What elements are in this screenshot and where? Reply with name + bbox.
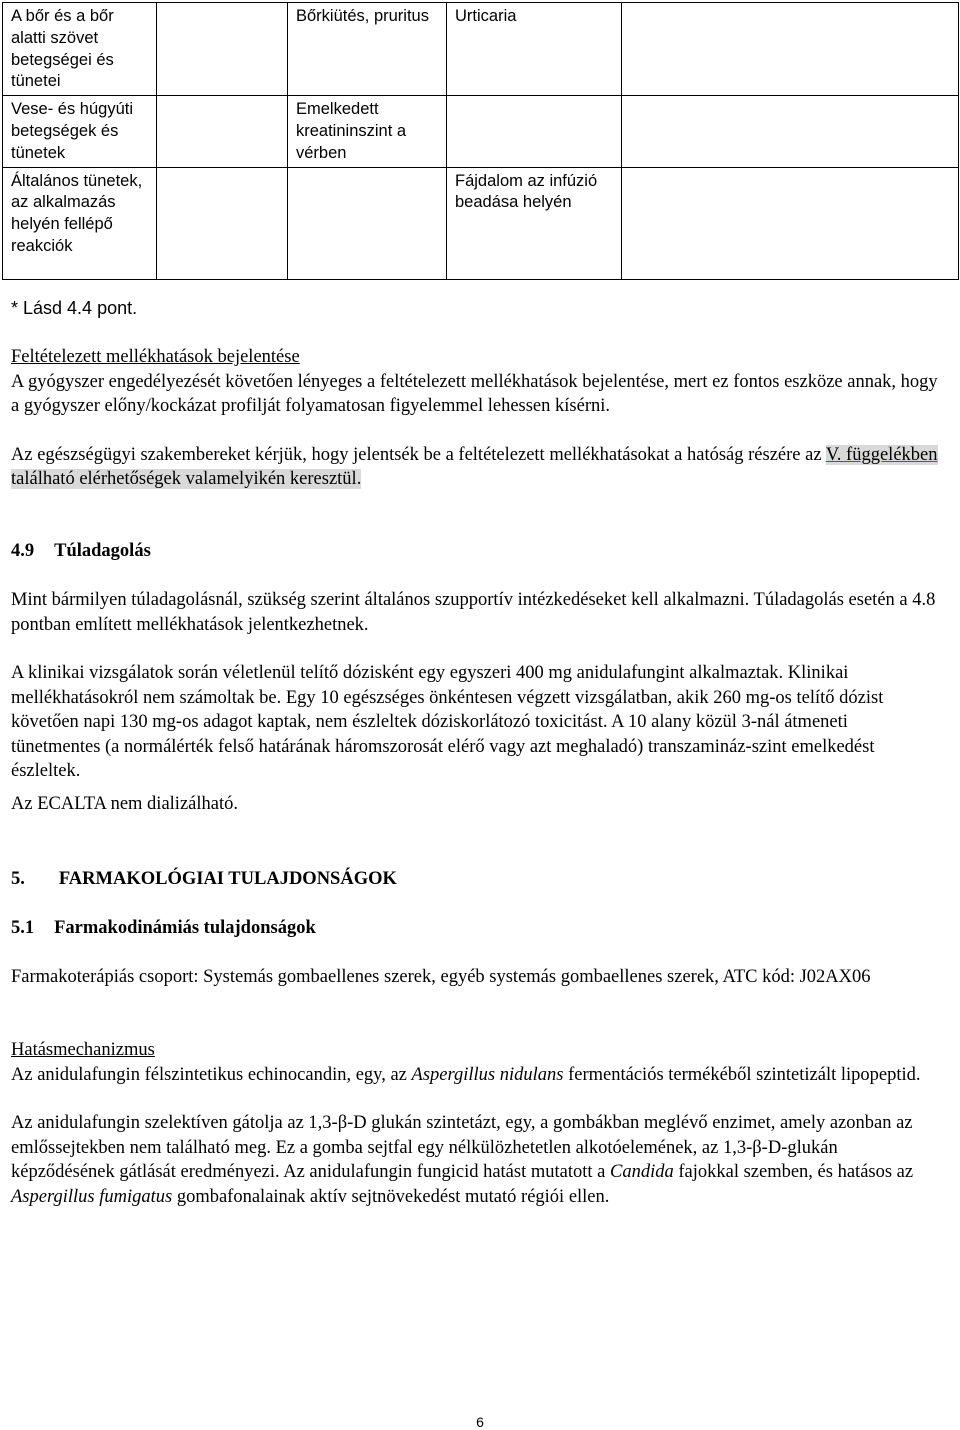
section-title: Túladagolás xyxy=(54,541,151,561)
table-cell xyxy=(288,167,447,279)
section-number: 4.9 xyxy=(11,541,35,561)
table-row xyxy=(3,167,959,279)
table-cell xyxy=(622,3,959,96)
section-title: Farmakodinámiás tulajdonságok xyxy=(54,918,316,938)
table-cell-soc: Vese- és húgyúti betegségek és tünetek xyxy=(3,96,157,167)
table-cell xyxy=(447,96,622,167)
table-cell-soc: A bőr és a bőr alatti szövet betegségei és tünetei xyxy=(3,3,157,96)
overdose-paragraph-2: A klinikai vizsgálatok során véletlenül telítő dózisként egy egyszeri 400 mg anidulafungint alkalmaztak. Klinikai mellékhatásokról nem számoltak be. Egy 10 egészséges önkéntesen végzett vizsgálatban, akik 260 mg-os telítő dózist követően napi 130 mg-os adagot kaptak, nem észleltek dóziskorlátozó toxicitást. A 10 alany közül 3-nál átmeneti tünetmentes (a normálérték felső határának háromszorosát elérő vagy azt meghaladó) transzamináz-szint emelkedést észleltek. xyxy=(11,663,884,781)
section-number: 5.1 xyxy=(11,918,35,938)
footnote: * Lásd 4.4 pont. xyxy=(11,298,138,318)
table-cell: Emelkedett kreatininszint a vérben xyxy=(288,96,447,167)
pharmacotherapeutic-group: Farmakoterápiás csoport: Systemás gombaellenes szerek, egyéb systemás gombaellenes szerek, ATC kód: J02AX06 xyxy=(11,967,871,987)
section-5-1-heading xyxy=(11,916,941,941)
adverse-reactions-table xyxy=(2,2,959,280)
table-cell: Urticaria xyxy=(447,3,622,96)
species-name: Aspergillus fumigatus xyxy=(11,1186,173,1207)
page-number: 6 xyxy=(476,1414,484,1430)
appendix-v-link[interactable]: V. függelékben xyxy=(825,444,938,465)
mechanism-heading: Hatásmechanizmus xyxy=(11,1040,155,1060)
section-number: 5. xyxy=(11,869,25,889)
overdose-paragraph-1: Mint bármilyen túladagolásnál, szükség szerint általános szupportív intézkedéseket kell alkalmazni. Túladagolás esetén a 4.8 pontban említett mellékhatások jelentkezhetnek. xyxy=(11,590,936,635)
table-cell: Bőrkiütés, pruritus xyxy=(288,3,447,96)
text: gombafonalainak aktív sejtnövekedést mutató régiói ellen. xyxy=(172,1186,610,1207)
overdose-paragraph-3: Az ECALTA nem dializálható. xyxy=(11,794,238,814)
table-row xyxy=(3,3,959,96)
reporting-heading: Feltételezett mellékhatások bejelentése xyxy=(11,347,300,367)
reporting-text-end: található elérhetőségek valamelyikén keresztül. xyxy=(11,469,362,489)
section-title: FARMAKOLÓGIAI TULAJDONSÁGOK xyxy=(58,869,397,889)
mechanism-paragraph-1 xyxy=(11,1063,941,1088)
table-cell xyxy=(157,167,288,279)
mechanism-paragraph-2 xyxy=(11,1111,941,1209)
table-cell xyxy=(622,167,959,279)
mechanism-section xyxy=(11,1038,941,1209)
text: Az anidulafungin szelektíven gátolja az 1,3-β-D glukán szintetázt, egy, a gombákban meglévő enzimet, amely azonban az emlőssejtekben nem található meg. Ez a gomba sejtfal egy nélkülözhetetlen alkotóelemének, az 1,3-β-D-glukán képződésének gátlását eredményezi. Az anidulafungin fungicid hatást mutatott a xyxy=(11,1113,913,1182)
text: Az anidulafungin félszintetikus echinocandin, egy, az xyxy=(11,1064,412,1085)
species-name: Candida xyxy=(609,1162,674,1182)
table-cell-soc: Általános tünetek, az alkalmazás helyén fellépő reakciók xyxy=(3,167,157,279)
table-cell: Fájdalom az infúzió beadása helyén xyxy=(447,167,622,279)
text: fermentációs termékéből szintetizált lipopeptid. xyxy=(563,1064,921,1085)
species-name: Aspergillus nidulans xyxy=(411,1064,564,1085)
reporting-text: Az egészségügyi szakembereket kérjük, hogy jelentsék be a feltételezett mellékhatásokat a hatóság részére az xyxy=(11,444,826,465)
table-cell xyxy=(157,3,288,96)
table-cell xyxy=(622,96,959,167)
table-cell xyxy=(157,96,288,167)
reporting-section xyxy=(11,345,941,492)
reporting-paragraph-1: A gyógyszer engedélyezését követően lényeges a feltételezett mellékhatások bejelentése, mert ez fontos eszköze annak, hogy a gyógyszer előny/kockázat profilját folyamatosan figyelemmel lehessen kísérni. xyxy=(11,371,938,416)
table-row xyxy=(3,96,959,167)
overdose-heading xyxy=(11,539,941,564)
reporting-paragraph-2 xyxy=(11,443,941,492)
text: fajokkal szemben, és hatásos az xyxy=(673,1162,914,1182)
section-5-heading xyxy=(11,867,941,892)
